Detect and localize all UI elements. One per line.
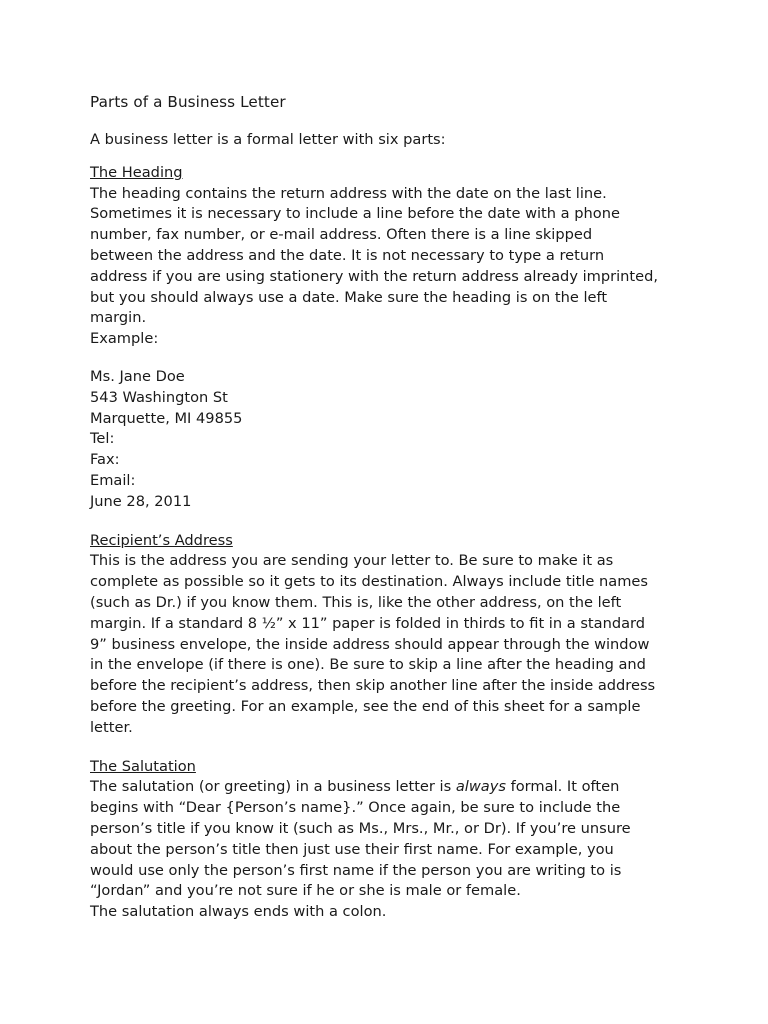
example-address-line: Ms. Jane Doe [90,367,185,385]
example-address-line: 543 Washington St [90,388,228,406]
recipient-body-text: This is the address you are sending your letter to. Be sure to make it as complete as possible so it gets to its destination. Always include title names (such as Dr.) if you know them. This is, like the other address, on the left margin. If a standard 8 ½” x 11” paper is folded in thirds to fit in a standard 9” business envelope, the inside address should appear through the window in the envelope (if there is one). Be sure to skip a line after the heading and before the recipient’s address, then skip another line after the inside address before the greeting. For an example, see the end of this sheet for a sample letter. [90,552,656,736]
example-address-block [90,367,690,513]
spacer [90,739,690,757]
salutation-body-emphasis: always [455,778,506,796]
spacer [90,350,690,367]
salutation-body-part1: The salutation (or greeting) in a business letter is [90,778,456,796]
salutation-closing: The salutation always ends with a colon. [90,903,387,921]
heading-section [90,163,690,513]
salutation-section [90,757,690,923]
section-heading-heading: The Heading [90,163,183,181]
example-date-line: June 28, 2011 [90,492,192,510]
example-address-line: Tel: [90,430,115,448]
example-address-line: Email: [90,471,136,489]
recipient-section-body [90,551,690,738]
recipient-section [90,531,690,739]
section-heading-salutation: The Salutation [90,757,196,775]
spacer [90,513,690,531]
example-label: Example: [90,330,159,348]
example-address-line: Marquette, MI 49855 [90,409,243,427]
salutation-body-part2: formal. It often begins with “Dear {Person’s name}.” Once again, be sure to include the person’s title if you know it (such as Ms., Mrs., Mr., or Dr). If you’re unsure about the person’s title then just use their first name. For example, you would use only the person’s first name if the person you are writing to is “Jordan” and you’re not sure if he or she is male or female. [90,778,631,900]
salutation-section-body [90,777,690,902]
intro-paragraph: A business letter is a formal letter with six parts: [90,131,446,148]
document-title: Parts of a Business Letter [90,93,286,111]
example-address-line: Fax: [90,451,120,469]
section-heading-recipient: Recipient’s Address [90,531,233,549]
document-body [90,92,690,923]
heading-section-body: The heading contains the return address with the date on the last line. Sometimes it is necessary to include a line before the date with a phone number, fax number, or e-mail address. Often there is a line skipped between the address and the date. It is not necessary to type a return address if you are using stationery with the return address already imprinted, but you should always use a date. Make sure the heading is on the left margin. [90,184,659,327]
